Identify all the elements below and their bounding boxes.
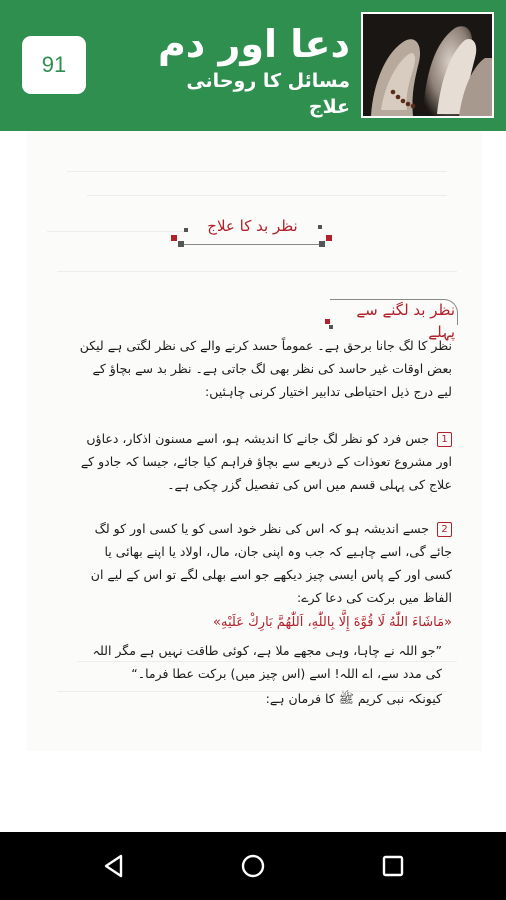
dua-translation: ”جو اللہ نے چاہا، وہی مجھے ملا ہے، کوئی طاقت نہیں ہے مگر اللہ کی مدد سے، اے اللہ! اسے (اس چیز میں) برکت عطا فرما۔“ bbox=[92, 643, 442, 681]
praying-hands-image bbox=[361, 12, 494, 118]
navigation-bar bbox=[0, 832, 506, 900]
bleed-through-line bbox=[57, 271, 457, 272]
back-triangle-icon[interactable] bbox=[100, 852, 128, 880]
app-header bbox=[0, 0, 506, 131]
bleed-through-line bbox=[67, 171, 447, 172]
ornament-square bbox=[184, 228, 188, 232]
list-item-2 bbox=[74, 517, 452, 609]
ornament-square bbox=[319, 241, 325, 247]
ornament-square bbox=[325, 319, 330, 324]
page-number: 91 bbox=[41, 52, 67, 77]
heading-underline bbox=[184, 244, 321, 245]
closing-line: کیونکہ نبی کریم ﷺ کا فرمان ہے: bbox=[265, 691, 442, 706]
intro-paragraph: نظر کا لگ جانا برحق ہے۔ عموماً حسد کرنے والے کی نظر لگتی ہے لیکن بعض اوقات غیر حاسد کی نظر بھی لگ جاتی ہے۔ نظر بد سے بچاؤ کے لیے درج ذیل احتیاطی تدابیر اختیار کرنی چاہئیں: bbox=[79, 338, 452, 399]
section-heading bbox=[170, 213, 335, 249]
list-item-text: جس فرد کو نظر لگ جانے کا اندیشہ ہو، اسے مسنون اذکار، دعاؤں اور مشروع تعوذات کے ذریعے سے بچاؤ فراہم کیا جائے، جیسا کہ جادو کے علاج کی پہلی قسم میں اس کی تفصیل گزر چکی ہے۔ bbox=[80, 431, 452, 492]
app-title: دعا اور دم bbox=[157, 22, 350, 66]
ornament-square bbox=[178, 241, 184, 247]
praying-hands-icon bbox=[363, 14, 492, 116]
bleed-through-line bbox=[47, 231, 187, 232]
list-item-text: جسے اندیشہ ہو کہ اس کی نظر خود اسی کو یا کسی اور کو لگ جائے گی، اسے چاہیے کہ جب وہ اپنی جان، مال، اولاد یا اپنے بھائی یا کسی اور کے پاس ایسی چیز دیکھے جو اسے بھلی لگے تو اس کے لیے ان الفاظ میں برکت کی دعا کرے: bbox=[90, 521, 452, 605]
ornament-square bbox=[326, 235, 332, 241]
home-circle-icon[interactable] bbox=[239, 852, 267, 880]
bleed-through-line bbox=[87, 195, 447, 196]
ornament-square bbox=[171, 235, 177, 241]
ornament-square bbox=[329, 325, 333, 329]
app-subtitle: مسائل کا روحانی علاج bbox=[186, 70, 350, 118]
ornament-square bbox=[318, 225, 322, 229]
recents-square-icon[interactable] bbox=[379, 852, 407, 880]
list-number: 2 bbox=[437, 522, 452, 537]
list-number: 1 bbox=[437, 432, 452, 447]
book-page[interactable] bbox=[27, 131, 482, 751]
sub-heading: نظر بد لگنے سے پہلے bbox=[356, 301, 455, 341]
section-heading-text: نظر بد کا علاج bbox=[207, 217, 298, 235]
page-number-badge[interactable] bbox=[22, 36, 86, 94]
title-block bbox=[150, 22, 350, 120]
list-item-1 bbox=[74, 427, 452, 496]
dua-arabic: «مَاشَاءَ اللّٰهُ لَا قُوَّةَ إِلَّا بِاللّٰهِ، اَللّٰهُمَّ بَارِكْ عَلَيْهِ» bbox=[213, 615, 452, 630]
